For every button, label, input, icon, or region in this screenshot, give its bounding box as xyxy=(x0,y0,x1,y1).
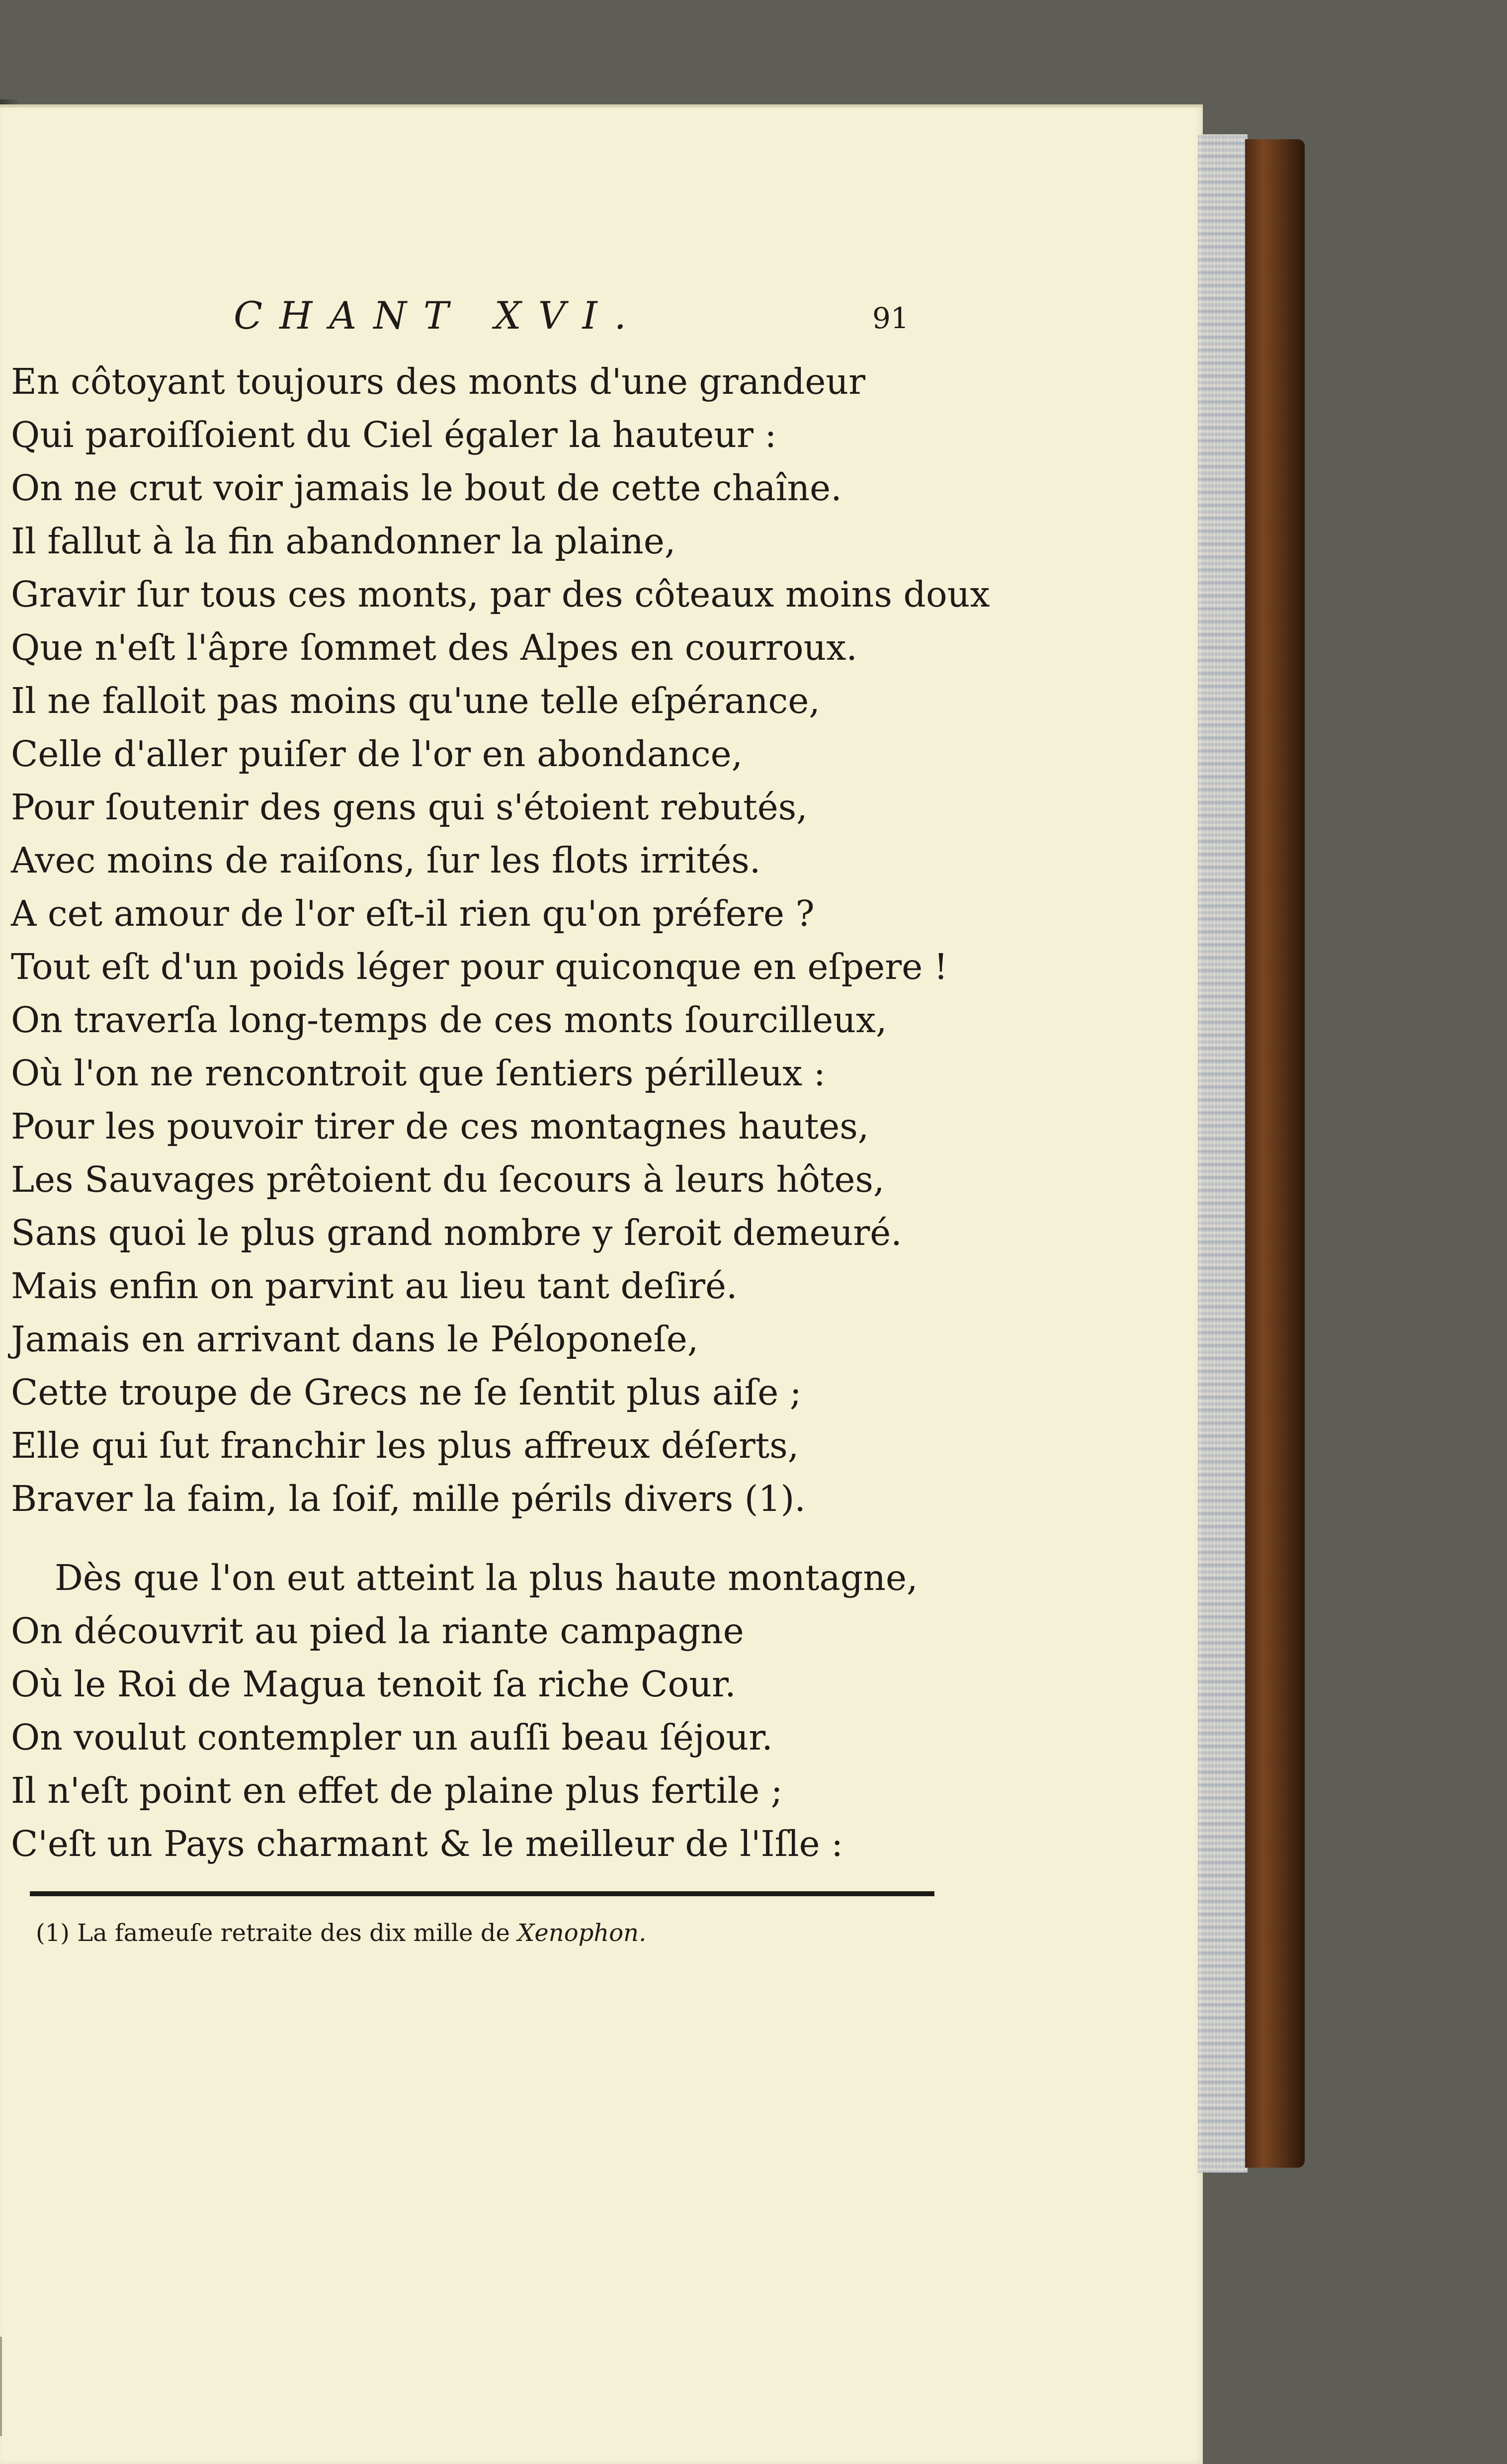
verse-line: Pour les pouvoir tirer de ces montagnes hautes, xyxy=(11,1106,869,1147)
verse-line: Sans quoi le plus grand nombre y ſeroit demeuré. xyxy=(11,1212,902,1253)
verse-line: Tout eſt d'un poids léger pour quiconque en eſpere ! xyxy=(11,946,948,987)
verse-line: Gravir ſur tous ces monts, par des côteaux moins doux xyxy=(11,574,990,615)
verse-line: Cette troupe de Grecs ne ſe ſentit plus aiſe ; xyxy=(11,1372,802,1413)
footnote-text: (1) La fameuſe retraite des dix mille de xyxy=(36,1919,510,1947)
verse-line: Que n'eſt l'âpre ſommet des Alpes en courroux. xyxy=(11,627,857,668)
verse-line: Mais enfin on parvint au lieu tant deſiré. xyxy=(11,1265,738,1307)
verse-line: Celle d'aller puiſer de l'or en abondance, xyxy=(11,733,743,775)
verse-line: Elle qui ſut franchir les plus affreux déſerts, xyxy=(11,1425,799,1466)
verse-line: Où le Roi de Magua tenoit ſa riche Cour. xyxy=(11,1664,736,1705)
footnote-name: Xenophon. xyxy=(517,1919,647,1947)
page-top-edge xyxy=(0,104,1203,107)
page-mark xyxy=(0,2337,32,2436)
marbled-fore-edge xyxy=(1198,134,1248,2173)
verse-line: On voulut contempler un auſſi beau ſéjour. xyxy=(11,1717,773,1758)
running-header: CHANT XVI. xyxy=(234,293,643,338)
verse-line: On ne crut voir jamais le bout de cette chaîne. xyxy=(11,467,842,509)
leather-binding xyxy=(1245,139,1305,2168)
verse-block-2 xyxy=(11,1551,935,1870)
verse-line: Il fallut à la fin abandonner la plaine, xyxy=(11,521,676,562)
verse-line: Avec moins de raiſons, ſur les flots irrités. xyxy=(11,840,761,881)
verse-line: Les Sauvages prêtoient du ſecours à leurs hôtes, xyxy=(11,1159,885,1200)
footnote xyxy=(36,1919,646,1947)
verse-line: Il ne falloit pas moins qu'une telle eſpérance, xyxy=(11,680,820,721)
verse-line: Braver la faim, la ſoif, mille périls divers (1). xyxy=(11,1478,806,1519)
verse-line: Qui paroiſſoient du Ciel égaler la hauteur : xyxy=(11,414,777,455)
page-number: 91 xyxy=(872,301,909,335)
verse-line: On traverſa long-temps de ces monts ſourcilleux, xyxy=(11,999,887,1041)
verse-line: A cet amour de l'or eſt-il rien qu'on préfere ? xyxy=(11,893,815,934)
verse-line: Dès que l'on eut atteint la plus haute montagne, xyxy=(55,1557,918,1598)
verse-line: C'eſt un Pays charmant & le meilleur de l'Iſle : xyxy=(11,1823,843,1864)
verse-line: Où l'on ne rencontroit que ſentiers périlleux : xyxy=(11,1053,826,1094)
verse-line: En côtoyant toujours des monts d'une grandeur xyxy=(11,361,866,402)
verse-line: Pour ſoutenir des gens qui s'étoient rebutés, xyxy=(11,787,808,828)
verse-block-1 xyxy=(11,355,990,1525)
verse-line: On découvrit au pied la riante campagne xyxy=(11,1610,744,1652)
footnote-rule xyxy=(30,1891,934,1896)
verse-line: Jamais en arrivant dans le Péloponeſe, xyxy=(11,1319,699,1360)
verse-line: Il n'eſt point en effet de plaine plus fertile ; xyxy=(11,1770,783,1811)
